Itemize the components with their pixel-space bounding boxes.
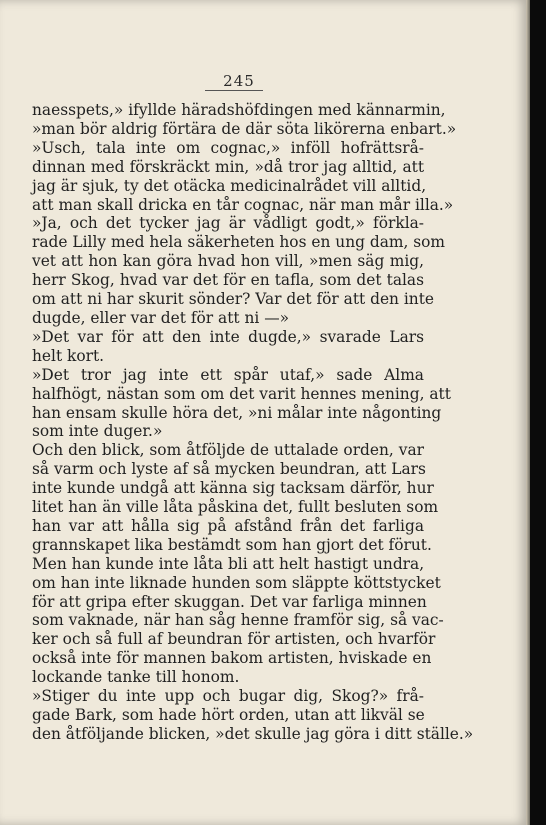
text-line: Men han kunde inte låta bli att helt hastigt undra,	[32, 554, 425, 573]
text-line: som inte duger.»	[32, 422, 163, 441]
header-rule	[205, 90, 263, 91]
text-line: så varm och lyste af så mycken beundran, att Lars	[32, 460, 426, 479]
text-line: att man skall dricka en tår cognac, när man mår illa.»	[32, 195, 454, 214]
text-line: ker och så full af beundran för artisten, och hvarför	[32, 630, 436, 649]
text-line: »Stiger du inte upp och bugar dig, Skog?» frå-	[32, 687, 424, 706]
text-line: Och den blick, som åtföljde de uttalade orden, var	[32, 441, 424, 460]
text-line: om han inte liknade hunden som släppte köttstycket	[32, 573, 441, 592]
text-line: »Ja, och det tycker jag är vådligt godt,» förkla-	[32, 214, 424, 233]
text-line: om att ni har skurit sönder? Var det för att den inte	[32, 290, 434, 309]
text-line: herr Skog, hvad var det för en tafla, som det talas	[32, 271, 424, 290]
body-text	[32, 101, 474, 744]
text-line: för att gripa efter skuggan. Det var farliga minnen	[32, 592, 427, 611]
text-line: han ensam skulle höra det, »ni målar inte någonting	[32, 403, 442, 422]
text-line: dinnan med förskräckt min, »då tror jag alltid, att	[32, 157, 424, 176]
text-line: »Det var för att den inte dugde,» svarade Lars	[32, 327, 424, 346]
text-line: också inte för mannen bakom artisten, hviskade en	[32, 649, 432, 668]
text-line: lockande tanke till honom.	[32, 668, 240, 687]
page-number: 245	[223, 72, 255, 90]
text-line: jag är sjuk, ty det otäcka medicinalrådet vill alltid,	[32, 176, 427, 195]
text-line: den åtföljande blicken, »det skulle jag göra i ditt ställe.»	[32, 724, 474, 743]
text-line: litet han än ville låta påskina det, fullt besluten som	[32, 498, 439, 517]
text-line: dugde, eller var det för att ni —»	[32, 308, 290, 327]
text-line: »Usch, tala inte om cognac,» inföll hofrättsrå-	[32, 138, 424, 157]
text-line: vet att hon kan göra hvad hon vill, »men säg mig,	[32, 252, 424, 271]
text-line: grannskapet lika bestämdt som han gjort det förut.	[32, 535, 432, 554]
text-line: gade Bark, som hade hört orden, utan att likväl se	[32, 706, 425, 724]
text-line: helt kort.	[32, 346, 105, 365]
text-line: »Det tror jag inte ett spår utaf,» sade Alma	[32, 365, 424, 384]
text-line: halfhögt, nästan som om det varit hennes mening, att	[32, 384, 451, 403]
text-line: naesspets,» ifyllde häradshöfdingen med kännarmin,	[32, 101, 446, 119]
text-line: som vaknade, när han såg henne framför sig, så vac-	[32, 611, 444, 630]
text-line: han var att hålla sig på afstånd från det farliga	[32, 516, 424, 535]
text-line: »man bör aldrig förtära de där söta likörerna enbart.»	[32, 119, 457, 138]
text-line: rade Lilly med hela säkerheten hos en ung dam, som	[32, 233, 446, 252]
page-edge-shadow	[526, 0, 530, 825]
text-line: inte kunde undgå att känna sig tacksam därför, hur	[32, 479, 434, 498]
